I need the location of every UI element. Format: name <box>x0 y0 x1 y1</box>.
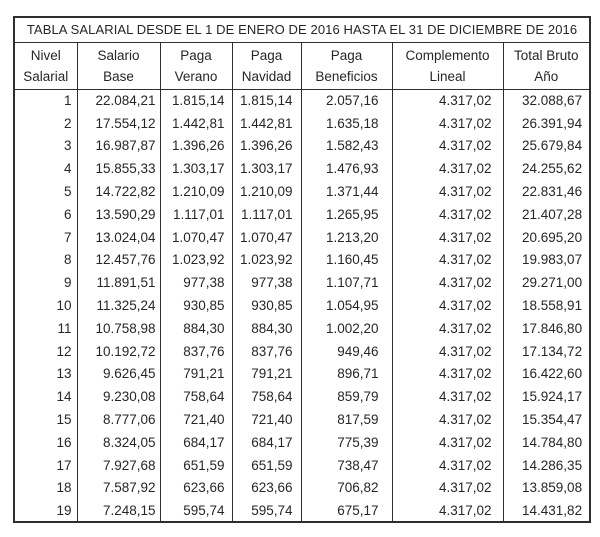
salario-base-cell: 8.777,06 <box>77 408 160 431</box>
total-bruto-cell: 14.286,35 <box>503 454 590 477</box>
paga-beneficios-cell: 817,59 <box>301 408 392 431</box>
total-bruto-cell: 17.846,80 <box>503 317 590 340</box>
complemento-lineal-cell: 4.317,02 <box>392 431 503 454</box>
table-row <box>14 112 590 135</box>
paga-navidad-cell: 595,74 <box>232 499 301 522</box>
column-header-line: Verano <box>174 68 218 84</box>
paga-verano-cell: 1.303,17 <box>160 157 232 180</box>
column-header-4 <box>232 42 301 89</box>
paga-verano-cell: 1.023,92 <box>160 249 232 272</box>
table-row <box>14 499 590 522</box>
salario-base-cell: 10.192,72 <box>77 340 160 363</box>
paga-navidad-cell: 1.210,09 <box>232 180 301 203</box>
paga-beneficios-cell: 706,82 <box>301 477 392 500</box>
column-header-line: Año <box>534 68 559 84</box>
paga-verano-cell: 758,64 <box>160 385 232 408</box>
salario-base-cell: 11.891,51 <box>77 271 160 294</box>
nivel-cell: 8 <box>63 252 72 268</box>
total-bruto-cell: 14.431,82 <box>503 499 590 522</box>
paga-verano-cell: 1.815,14 <box>160 89 232 112</box>
column-header-line: Total Bruto <box>514 47 579 63</box>
column-header-6 <box>392 42 503 89</box>
complemento-lineal-cell: 4.317,02 <box>392 294 503 317</box>
column-header-2 <box>77 42 160 89</box>
total-bruto-cell: 18.558,91 <box>503 294 590 317</box>
salario-base-cell: 17.554,12 <box>77 112 160 135</box>
paga-beneficios-cell: 1.107,71 <box>301 271 392 294</box>
paga-navidad-cell: 977,38 <box>232 271 301 294</box>
nivel-cell: 13 <box>56 366 72 382</box>
complemento-lineal-cell: 4.317,02 <box>392 454 503 477</box>
total-bruto-cell: 25.679,84 <box>503 135 590 158</box>
salario-base-cell: 13.590,29 <box>77 203 160 226</box>
table-row <box>14 340 590 363</box>
paga-beneficios-cell: 675,17 <box>301 499 392 522</box>
nivel-cell: 2 <box>63 115 72 131</box>
total-bruto-cell: 29.271,00 <box>503 271 590 294</box>
total-bruto-cell: 13.859,08 <box>503 477 590 500</box>
complemento-lineal-cell: 4.317,02 <box>392 249 503 272</box>
paga-navidad-cell: 930,85 <box>232 294 301 317</box>
paga-beneficios-cell: 949,46 <box>301 340 392 363</box>
complemento-lineal-cell: 4.317,02 <box>392 499 503 522</box>
complemento-lineal-cell: 4.317,02 <box>392 89 503 112</box>
salario-base-cell: 16.987,87 <box>77 135 160 158</box>
column-header-line: Beneficios <box>315 68 378 84</box>
table-row <box>14 363 590 386</box>
complemento-lineal-cell: 4.317,02 <box>392 477 503 500</box>
nivel-cell: 12 <box>56 343 72 359</box>
column-header-7 <box>503 42 590 89</box>
paga-navidad-cell: 684,17 <box>232 431 301 454</box>
paga-beneficios-cell: 1.371,44 <box>301 180 392 203</box>
total-bruto-cell: 20.695,20 <box>503 226 590 249</box>
paga-navidad-cell: 837,76 <box>232 340 301 363</box>
complemento-lineal-cell: 4.317,02 <box>392 135 503 158</box>
table-row <box>14 89 590 112</box>
table-row <box>14 454 590 477</box>
paga-navidad-cell: 1.070,47 <box>232 226 301 249</box>
complemento-lineal-cell: 4.317,02 <box>392 317 503 340</box>
complemento-lineal-cell: 4.317,02 <box>392 180 503 203</box>
table-row <box>14 157 590 180</box>
paga-verano-cell: 837,76 <box>160 340 232 363</box>
paga-beneficios-cell: 1.054,95 <box>301 294 392 317</box>
paga-navidad-cell: 1.023,92 <box>232 249 301 272</box>
paga-navidad-cell: 651,59 <box>232 454 301 477</box>
complemento-lineal-cell: 4.317,02 <box>392 271 503 294</box>
table-row <box>14 271 590 294</box>
salario-base-cell: 8.324,05 <box>77 431 160 454</box>
paga-beneficios-cell: 1.476,93 <box>301 157 392 180</box>
table-row <box>14 317 590 340</box>
table-row <box>14 477 590 500</box>
paga-navidad-cell: 1.303,17 <box>232 157 301 180</box>
nivel-cell: 1 <box>63 93 72 109</box>
complemento-lineal-cell: 4.317,02 <box>392 408 503 431</box>
salario-base-cell: 7.587,92 <box>77 477 160 500</box>
salario-base-cell: 9.626,45 <box>77 363 160 386</box>
table-row <box>14 294 590 317</box>
salario-base-cell: 10.758,98 <box>77 317 160 340</box>
paga-verano-cell: 1.117,01 <box>160 203 232 226</box>
table-row <box>14 431 590 454</box>
column-header-line: Base <box>103 68 134 84</box>
paga-beneficios-cell: 859,79 <box>301 385 392 408</box>
total-bruto-cell: 21.407,28 <box>503 203 590 226</box>
column-header-line: Complemento <box>405 47 490 63</box>
nivel-cell: 5 <box>63 184 72 200</box>
paga-beneficios-cell: 896,71 <box>301 363 392 386</box>
column-header-line: Paga <box>180 47 212 63</box>
paga-verano-cell: 1.442,81 <box>160 112 232 135</box>
salario-base-cell: 7.927,68 <box>77 454 160 477</box>
column-header-line: Paga <box>330 47 363 63</box>
paga-beneficios-cell: 1.002,20 <box>301 317 392 340</box>
total-bruto-cell: 19.983,07 <box>503 249 590 272</box>
nivel-cell: 6 <box>63 206 72 222</box>
complemento-lineal-cell: 4.317,02 <box>392 203 503 226</box>
total-bruto-cell: 22.831,46 <box>503 180 590 203</box>
paga-beneficios-cell: 1.213,20 <box>301 226 392 249</box>
paga-verano-cell: 791,21 <box>160 363 232 386</box>
paga-beneficios-cell: 2.057,16 <box>301 89 392 112</box>
total-bruto-cell: 24.255,62 <box>503 157 590 180</box>
paga-verano-cell: 977,38 <box>160 271 232 294</box>
paga-beneficios-cell: 775,39 <box>301 431 392 454</box>
salario-base-cell: 12.457,76 <box>77 249 160 272</box>
column-header-line: Navidad <box>241 68 292 84</box>
nivel-cell: 11 <box>57 320 72 336</box>
paga-verano-cell: 684,17 <box>160 431 232 454</box>
complemento-lineal-cell: 4.317,02 <box>392 385 503 408</box>
header-row <box>14 42 590 89</box>
paga-beneficios-cell: 1.265,95 <box>301 203 392 226</box>
salario-base-cell: 22.084,21 <box>77 89 160 112</box>
complemento-lineal-cell: 4.317,02 <box>392 157 503 180</box>
paga-verano-cell: 721,40 <box>160 408 232 431</box>
nivel-cell: 10 <box>56 298 72 314</box>
salario-base-cell: 9.230,08 <box>77 385 160 408</box>
total-bruto-cell: 14.784,80 <box>503 431 590 454</box>
nivel-cell: 4 <box>63 161 72 177</box>
paga-beneficios-cell: 738,47 <box>301 454 392 477</box>
nivel-cell: 17 <box>56 457 72 473</box>
paga-verano-cell: 1.396,26 <box>160 135 232 158</box>
paga-verano-cell: 595,74 <box>160 499 232 522</box>
nivel-cell: 18 <box>56 480 72 496</box>
paga-verano-cell: 651,59 <box>160 454 232 477</box>
complemento-lineal-cell: 4.317,02 <box>392 112 503 135</box>
paga-verano-cell: 1.070,47 <box>160 226 232 249</box>
table-title: TABLA SALARIAL DESDE EL 1 DE ENERO DE 2016 HASTA EL 31 DE DICIEMBRE DE 2016 <box>14 17 590 42</box>
paga-navidad-cell: 1.396,26 <box>232 135 301 158</box>
paga-navidad-cell: 791,21 <box>232 363 301 386</box>
table-body <box>14 89 590 522</box>
salario-base-cell: 7.248,15 <box>77 499 160 522</box>
paga-navidad-cell: 1.815,14 <box>232 89 301 112</box>
salario-base-cell: 11.325,24 <box>77 294 160 317</box>
paga-beneficios-cell: 1.635,18 <box>301 112 392 135</box>
column-header-3 <box>160 42 232 89</box>
paga-verano-cell: 623,66 <box>160 477 232 500</box>
column-header-line: Lineal <box>429 68 466 84</box>
title-row <box>14 17 590 42</box>
total-bruto-cell: 15.924,17 <box>503 385 590 408</box>
paga-navidad-cell: 1.442,81 <box>232 112 301 135</box>
total-bruto-cell: 16.422,60 <box>503 363 590 386</box>
column-header-line: Salarial <box>23 68 69 84</box>
paga-verano-cell: 930,85 <box>160 294 232 317</box>
salario-base-cell: 14.722,82 <box>77 180 160 203</box>
paga-verano-cell: 1.210,09 <box>160 180 232 203</box>
table-row <box>14 226 590 249</box>
table-row <box>14 180 590 203</box>
nivel-cell: 14 <box>56 389 72 405</box>
nivel-cell: 7 <box>63 229 72 245</box>
total-bruto-cell: 32.088,67 <box>503 89 590 112</box>
column-header-line: Salario <box>97 47 140 63</box>
column-header-line: Nivel <box>30 47 61 63</box>
complemento-lineal-cell: 4.317,02 <box>392 340 503 363</box>
column-header-5 <box>301 42 392 89</box>
paga-navidad-cell: 758,64 <box>232 385 301 408</box>
nivel-cell: 9 <box>63 275 72 291</box>
table-row <box>14 135 590 158</box>
paga-navidad-cell: 623,66 <box>232 477 301 500</box>
nivel-cell: 19 <box>56 502 72 518</box>
paga-navidad-cell: 884,30 <box>232 317 301 340</box>
complemento-lineal-cell: 4.317,02 <box>392 363 503 386</box>
paga-navidad-cell: 1.117,01 <box>232 203 301 226</box>
total-bruto-cell: 17.134,72 <box>503 340 590 363</box>
salario-base-cell: 15.855,33 <box>77 157 160 180</box>
column-header-1 <box>14 42 77 89</box>
paga-beneficios-cell: 1.582,43 <box>301 135 392 158</box>
nivel-cell: 3 <box>63 138 72 154</box>
salary-table <box>13 16 591 523</box>
table-row <box>14 203 590 226</box>
table-row <box>14 385 590 408</box>
column-header-line: Paga <box>250 47 283 63</box>
table-row <box>14 249 590 272</box>
paga-verano-cell: 884,30 <box>160 317 232 340</box>
salario-base-cell: 13.024,04 <box>77 226 160 249</box>
table-row <box>14 408 590 431</box>
nivel-cell: 16 <box>56 434 72 450</box>
paga-beneficios-cell: 1.160,45 <box>301 249 392 272</box>
paga-navidad-cell: 721,40 <box>232 408 301 431</box>
complemento-lineal-cell: 4.317,02 <box>392 226 503 249</box>
nivel-cell: 15 <box>56 412 72 428</box>
total-bruto-cell: 15.354,47 <box>503 408 590 431</box>
total-bruto-cell: 26.391,94 <box>503 112 590 135</box>
